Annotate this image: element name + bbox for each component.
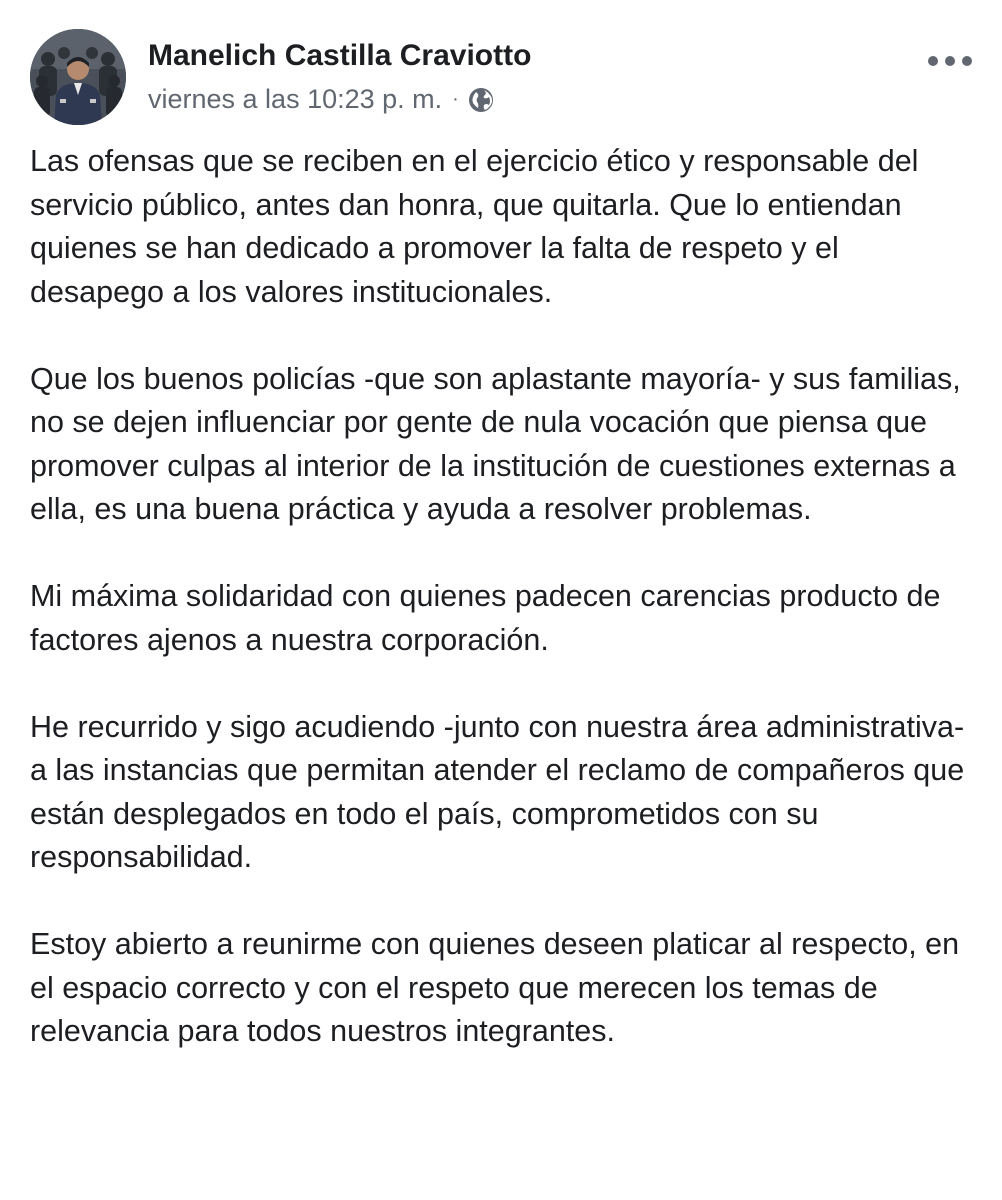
post-meta — [148, 84, 495, 115]
post-paragraph: Estoy abierto a reunirme con quienes deseen platicar al respecto, en el espacio correcto y con el respeto que merecen los temas de relevancia para todos nuestros integrantes. — [30, 927, 960, 1048]
meta-separator: · — [452, 88, 459, 110]
post-body — [30, 140, 980, 1097]
avatar[interactable] — [30, 29, 126, 125]
more-options-icon[interactable] — [928, 51, 972, 71]
post-paragraph: Que los buenos policías -que son aplastante mayoría- y sus familias, no se dejen influenciar por gente de nula vocación que piensa que promover culpas al interior de la institución de cuestiones externas a ella, es una buena práctica y ayuda a resolver problemas. — [30, 361, 961, 526]
globe-icon[interactable] — [467, 86, 495, 114]
post-paragraph: Las ofensas que se reciben en el ejercicio ético y responsable del servicio público, antes dan honra, que quitarla. Que lo entiendan quienes se han dedicado a promover la falta de respeto y el desapego a los valores institucionales. — [30, 144, 919, 309]
avatar-photo — [30, 29, 126, 125]
more-dot — [945, 56, 955, 66]
post-header — [30, 29, 980, 129]
post-paragraph: Mi máxima solidaridad con quienes padecen carencias producto de factores ajenos a nuestra corporación. — [30, 579, 941, 657]
more-dot — [962, 56, 972, 66]
post-timestamp[interactable]: viernes a las 10:23 p. m. — [148, 84, 443, 114]
more-dot — [928, 56, 938, 66]
author-name[interactable]: Manelich Castilla Craviotto — [148, 39, 532, 72]
post-paragraph: He recurrido y sigo acudiendo -junto con nuestra área administrativa- a las instancias que permitan atender el reclamo de compañeros que están desplegados en todo el país, comprometidos con su responsabilidad. — [30, 709, 965, 874]
